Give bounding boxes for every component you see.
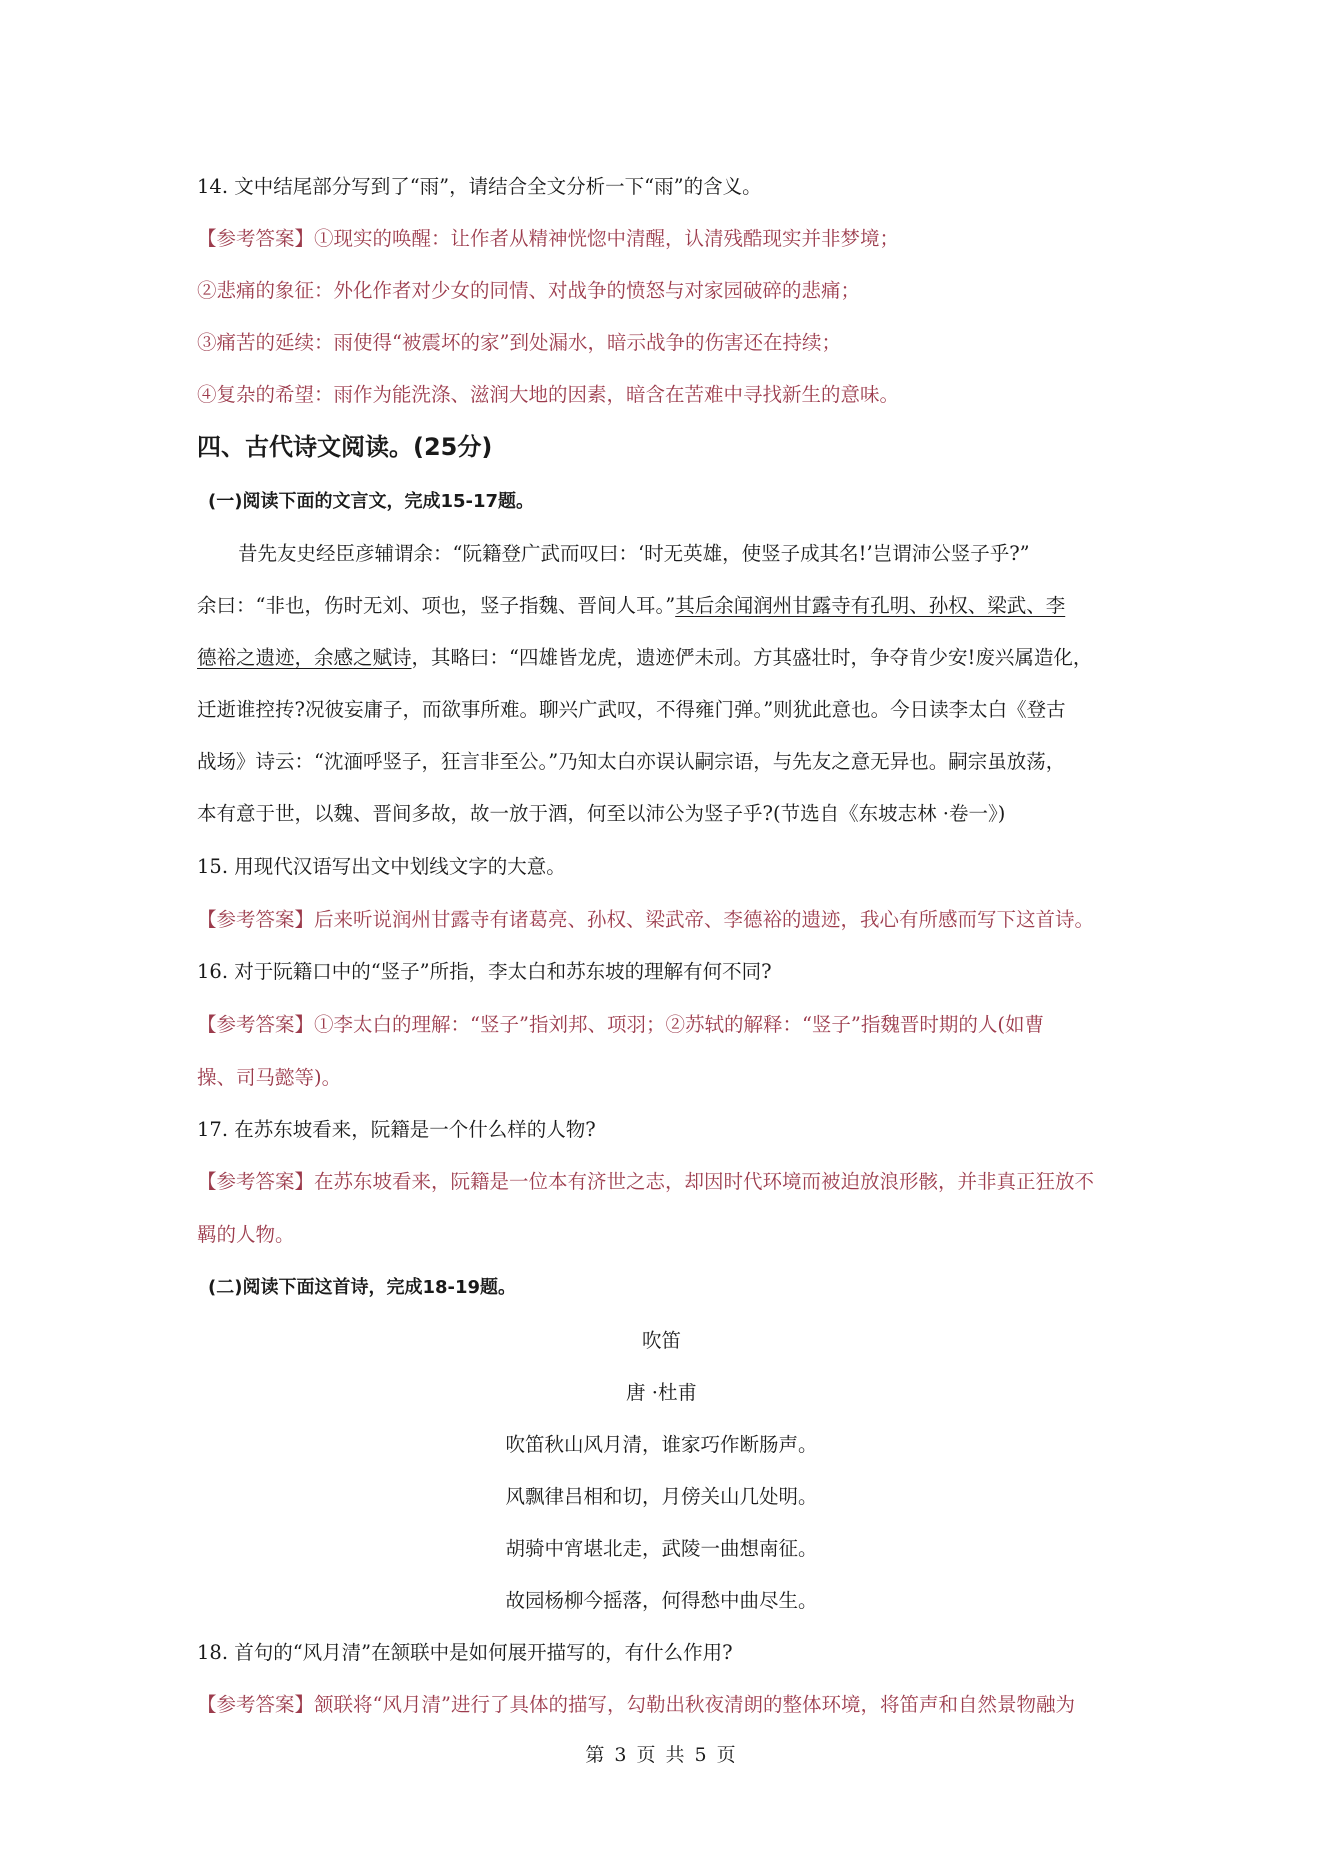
answer-14-line-2: ②悲痛的象征：外化作者对少女的同情、对战争的愤怒与对家园破碎的悲痛； <box>197 279 861 302</box>
answer-tag: 【参考答案】 <box>197 1170 315 1193</box>
poem-line-4: 故园杨柳今摇落，何得愁中曲尽生。 <box>505 1589 818 1612</box>
subsection-heading-2: (二)阅读下面这首诗，完成18-19题。 <box>208 1277 517 1298</box>
poem-line-3: 胡骑中宵堪北走，武陵一曲想南征。 <box>505 1537 818 1560</box>
subsection-heading-1: (一)阅读下面的文言文，完成15-17题。 <box>208 491 535 512</box>
answer-15 <box>197 906 1094 934</box>
answer-16-line-1 <box>197 1011 1044 1039</box>
answer-text: 后来听说润州甘露寺有诸葛亮、孙权、梁武帝、李德裕的遗迹，我心有所感而写下这首诗。 <box>314 908 1095 931</box>
passage-line-1: 昔先友史经臣彦辅谓余：“阮籍登广武而叹曰：‘时无英雄，使竖子成其名!’岂谓沛公竖子乎?” <box>238 542 1030 565</box>
answer-14-line-1 <box>197 225 899 253</box>
poem-title: 吹笛 <box>641 1329 681 1352</box>
answer-text: 在苏东坡看来，阮籍是一位本有济世之志，却因时代环境而被迫放浪形骸，并非真正狂放不 <box>314 1170 1095 1193</box>
passage-line-2 <box>197 592 1065 620</box>
page-footer: 第 3 页 共 5 页 <box>585 1744 738 1766</box>
passage-line-6: 本有意于世，以魏、晋间多故，故一放于酒，何至以沛公为竖子乎?(节选自《东坡志林 ·卷一》) <box>197 802 1006 825</box>
answer-16-line-2: 操、司马懿等)。 <box>197 1066 342 1089</box>
question-16: 16. 对于阮籍口中的“竖子”所指，李太白和苏东坡的理解有何不同? <box>197 960 772 983</box>
passage-line-4: 迁逝谁控抟?况彼妄庸子，而欲事所难。聊兴广武叹，不得雍门弹。”则犹此意也。今日读李太白《登古 <box>197 698 1066 721</box>
answer-14-line-4: ④复杂的希望：雨作为能洗涤、滋润大地的因素，暗含在苦难中寻找新生的意味。 <box>197 383 900 406</box>
answer-text: 颔联将“风月清”进行了具体的描写，勾勒出秋夜清朗的整体环境，将笛声和自然景物融为 <box>314 1693 1075 1716</box>
answer-tag: 【参考答案】 <box>197 1013 315 1036</box>
underlined-text: 德裕之遗迹，余感之赋诗 <box>197 646 412 669</box>
question-15: 15. 用现代汉语写出文中划线文字的大意。 <box>197 855 566 878</box>
answer-text: ①现实的唤醒：让作者从精神恍惚中清醒，认清残酷现实并非梦境； <box>314 227 900 250</box>
passage-text: ，其略曰：“四雄皆龙虎，遗迹俨未刓。方其盛壮时，争夺肯少安!废兴属造化， <box>411 646 1093 669</box>
question-14: 14. 文中结尾部分写到了“雨”，请结合全文分析一下“雨”的含义。 <box>197 175 762 198</box>
question-18: 18. 首句的“风月清”在颔联中是如何展开描写的，有什么作用? <box>197 1641 733 1664</box>
section-heading: 四、古代诗文阅读。(25分) <box>197 433 493 461</box>
passage-line-3 <box>197 644 1092 672</box>
question-17: 17. 在苏东坡看来，阮籍是一个什么样的人物? <box>197 1118 596 1141</box>
poem-line-2: 风飘律吕相和切，月傍关山几处明。 <box>505 1485 818 1508</box>
answer-18-line-1 <box>197 1691 1075 1719</box>
answer-17-line-2: 羁的人物。 <box>197 1223 295 1246</box>
answer-tag: 【参考答案】 <box>197 227 315 250</box>
poem-author: 唐 ·杜甫 <box>626 1381 697 1404</box>
underlined-text: 其后余闻润州甘露寺有孔明、孙权、梁武、李 <box>675 594 1066 617</box>
answer-text: ①李太白的理解：“竖子”指刘邦、项羽；②苏轼的解释：“竖子”指魏晋时期的人(如曹 <box>314 1013 1044 1036</box>
answer-tag: 【参考答案】 <box>197 908 315 931</box>
answer-tag: 【参考答案】 <box>197 1693 315 1716</box>
passage-text: 余曰：“非也，伤时无刘、项也，竖子指魏、晋间人耳。” <box>197 594 676 617</box>
passage-line-5: 战场》诗云：“沈湎呼竖子，狂言非至公。”乃知太白亦误认嗣宗语，与先友之意无异也。嗣宗虽放荡， <box>197 750 1066 773</box>
poem-line-1: 吹笛秋山风月清，谁家巧作断肠声。 <box>505 1433 818 1456</box>
answer-14-line-3: ③痛苦的延续：雨使得“被震坏的家”到处漏水，暗示战争的伤害还在持续； <box>197 331 841 354</box>
answer-17-line-1 <box>197 1168 1094 1196</box>
